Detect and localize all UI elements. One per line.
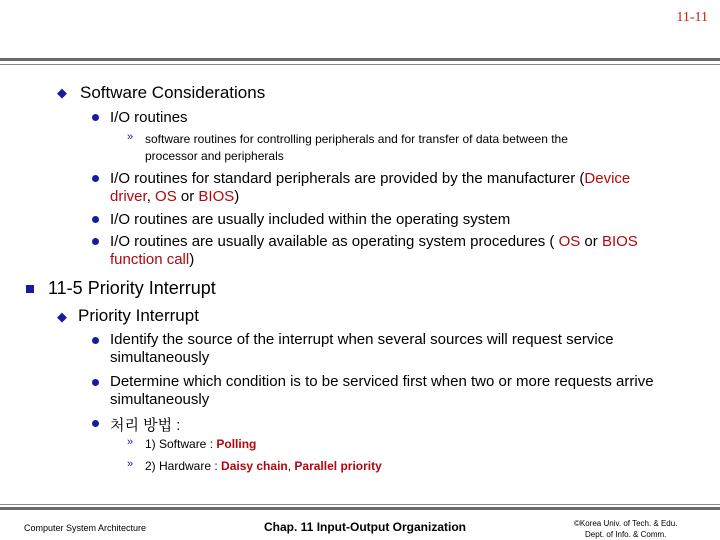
os-term: OS (155, 188, 177, 205)
io-routines-sub-line1: software routines for controlling peripherals and for transfer of data between the (145, 132, 568, 146)
identify-source-line2: simultaneously (110, 349, 210, 366)
io-standard-peripherals-line1: I/O routines for standard peripherals are provided by the manufacturer (Device (110, 170, 631, 187)
diamond-bullet-icon: ◆ (57, 309, 67, 324)
dot-bullet-icon (92, 114, 99, 121)
subheading-priority-interrupt: Priority Interrupt (78, 306, 199, 325)
driver-term: driver (110, 188, 147, 205)
io-os-procedures-line1: I/O routines are usually available as operating system procedures ( OS or BIOS (110, 233, 638, 250)
header-rule-thin (0, 64, 720, 65)
footer-rule (0, 507, 720, 510)
chevron-bullet-icon: » (127, 131, 134, 143)
dot-bullet-icon (92, 420, 99, 427)
function-call-term: function call (110, 251, 190, 268)
footer-copyright-line2: Dept. of Info. & Comm. (585, 530, 667, 539)
daisy-chain-term: Daisy chain (221, 459, 288, 473)
dot-bullet-icon (92, 238, 99, 245)
parallel-priority-term: Parallel priority (294, 459, 382, 473)
dot-bullet-icon (92, 337, 99, 344)
polling-term: Polling (216, 437, 257, 451)
section-heading-software: Software Considerations (80, 83, 266, 102)
io-os-procedures-line2: function call) (110, 251, 195, 268)
diamond-bullet-icon: ◆ (57, 85, 67, 100)
io-included-os-item: I/O routines are usually included within the operating system (110, 211, 511, 228)
footer-chapter: Chap. 11 Input-Output Organization (264, 520, 466, 534)
determine-condition-line1: Determine which condition is to be serviced first when two or more requests arrive (110, 373, 654, 390)
footer-rule-thin (0, 504, 720, 505)
io-routines-item: I/O routines (110, 109, 188, 126)
bios-term: BIOS (601, 233, 638, 250)
dot-bullet-icon (92, 175, 99, 182)
bios-term: BIOS (198, 188, 235, 205)
io-standard-peripherals-line2: driver, OS or BIOS) (110, 188, 240, 205)
footer-copyright (574, 518, 677, 540)
processing-method-label: 처리 방법 : (110, 417, 181, 434)
io-routines-sub-line2: processor and peripherals (145, 149, 284, 163)
device-term: Device (584, 170, 631, 187)
section-title-priority-interrupt: 11-5 Priority Interrupt (48, 278, 216, 298)
identify-source-line1: Identify the source of the interrupt when several sources will request service (110, 331, 614, 348)
square-bullet-icon (26, 285, 34, 293)
chevron-bullet-icon: » (127, 436, 134, 448)
method-hardware: 2) Hardware : Daisy chain, Parallel priority (145, 459, 382, 473)
method-software: 1) Software : Polling (145, 437, 257, 451)
page-number: 11-11 (676, 10, 708, 25)
determine-condition-line2: simultaneously (110, 391, 210, 408)
header-rule (0, 58, 720, 61)
footer-course: Computer System Architecture (24, 523, 147, 533)
dot-bullet-icon (92, 216, 99, 223)
dot-bullet-icon (92, 379, 99, 386)
os-term: OS (558, 233, 581, 250)
footer-copyright-line1: ©Korea Univ. of Tech. & Edu. (574, 519, 678, 528)
chevron-bullet-icon: » (127, 458, 134, 470)
